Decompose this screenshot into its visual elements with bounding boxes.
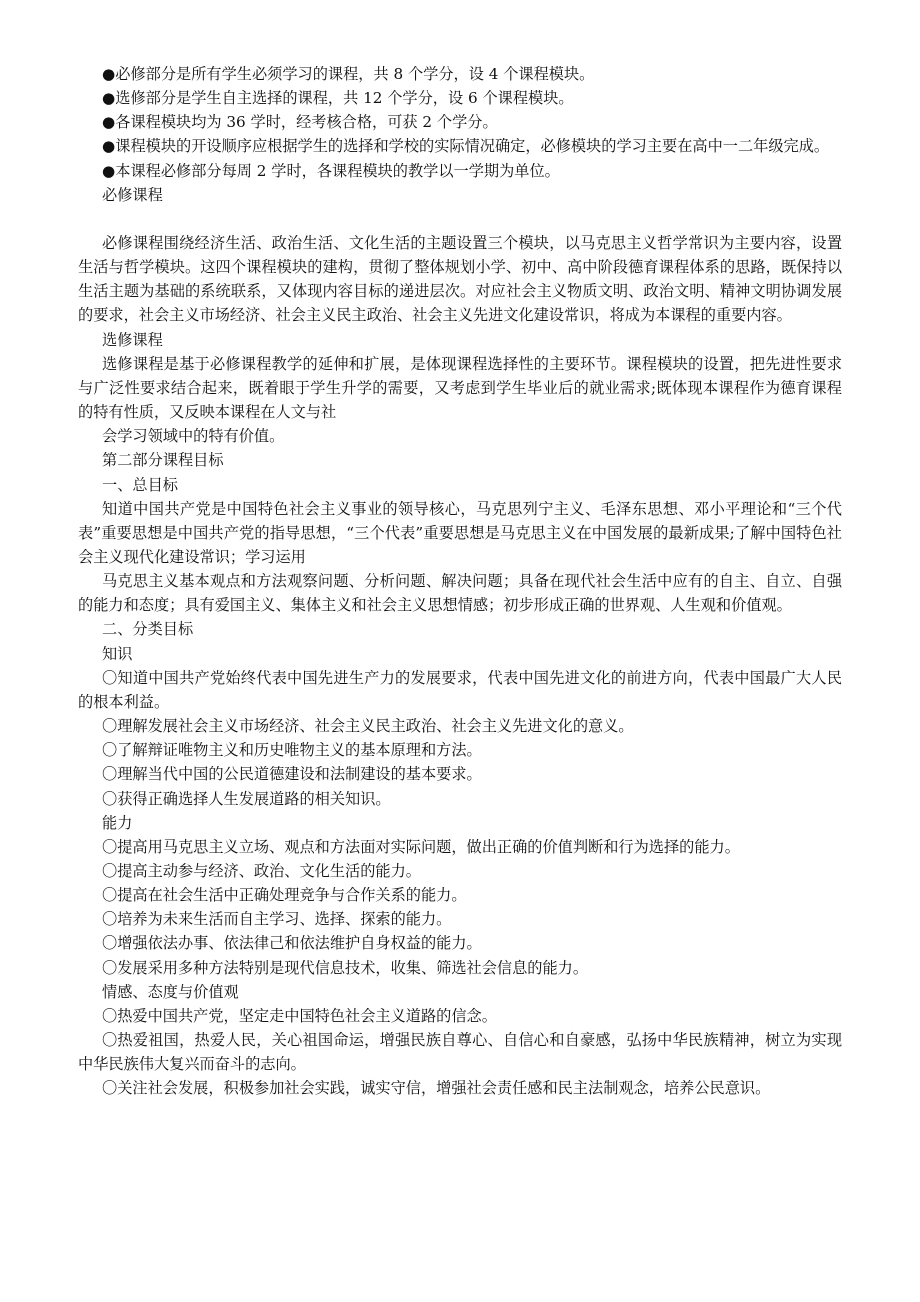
overall-goal-heading: 一、总目标 — [102, 475, 178, 494]
ability-item: 〇培养为未来生活而自主学习、选择、探索的能力。 — [102, 910, 452, 929]
overall-goal-text-2: 马克思主义基本观点和方法观察问题、分析问题、解决问题；具备在现代社会生活中应有的自主、自立、自强的能力和态度；具有爱国主义、集体主义和社会主义思想情感；初步形成正确的世界观、人生观和价值观。 — [78, 572, 842, 615]
required-course-text: 必修课程围绕经济生活、政治生活、文化生活的主题设置三个模块，以马克思主义哲学常识为主要内容，设置生活与哲学模块。这四个课程模块的建构，贯彻了整体规划小学、初中、高中阶段德育课程体系的思路，既保持以生活主题为基础的系统联系，又体现内容目标的递进层次。对应社会主义物质文明、政治文明、精神文明协调发展的要求，社会主义市场经济、社会主义民主政治、社会主义先进文化建设常识，将成为本课程的重要内容。 — [78, 233, 842, 325]
knowledge-heading: 知识 — [102, 644, 133, 663]
bullet-required-credits: ●必修部分是所有学生必须学习的课程，共 8 个学分，设 4 个课程模块。 — [102, 65, 595, 83]
ability-item: 〇增强依法办事、依法律己和依法维护自身权益的能力。 — [102, 934, 482, 953]
ability-item: 〇提高主动参与经济、政治、文化生活的能力。 — [102, 862, 421, 880]
emotion-item: 〇热爱祖国，热爱人民，关心祖国命运，增强民族自尊心、自信心和自豪感，弘扬中华民族精神，树立为实现中华民族伟大复兴而奋斗的志向。 — [78, 1031, 842, 1074]
bullet-weekly-hours: ●本课程必修部分每周 2 学时，各课程模块的教学以一学期为单位。 — [102, 161, 560, 180]
knowledge-item: 〇理解当代中国的公民道德建设和法制建设的基本要求。 — [102, 765, 482, 784]
bullet-module-hours: ●各课程模块均为 36 学时，经考核合格，可获 2 个学分。 — [102, 113, 498, 132]
ability-item: 〇发展采用多种方法特别是现代信息技术，收集、筛选社会信息的能力。 — [102, 958, 588, 977]
elective-course-text-continued: 会学习领域中的特有价值。 — [102, 427, 285, 446]
ability-heading: 能力 — [102, 813, 133, 832]
bullet-module-order: ●课程模块的开设顺序应根据学生的选择和学校的实际情况确定，必修模块的学习主要在高中一二年级完成。 — [102, 137, 830, 156]
knowledge-item: 〇获得正确选择人生发展道路的相关知识。 — [102, 789, 391, 808]
elective-course-text: 选修课程是基于必修课程教学的延伸和扩展，是体现课程选择性的主要环节。课程模块的设置，把先进性要求与广泛性要求结合起来，既着眼于学生升学的需要，又考虑到学生毕业后的就业需求;既体现本课程作为德育课程的特有性质，又反映本课程在人文与社 — [78, 354, 842, 422]
ability-item: 〇提高在社会生活中正确处理竞争与合作关系的能力。 — [102, 886, 467, 905]
ability-item: 〇提高用马克思主义立场、观点和方法面对实际问题，做出正确的价值判断和行为选择的能力。 — [102, 837, 740, 856]
required-course-heading: 必修课程 — [102, 185, 163, 204]
part-two-heading: 第二部分课程目标 — [102, 451, 224, 470]
elective-course-heading: 选修课程 — [102, 330, 163, 349]
emotion-attitude-values-heading: 情感、态度与价值观 — [102, 982, 239, 1001]
overall-goal-text-1: 知道中国共产党是中国特色社会主义事业的领导核心，马克思列宁主义、毛泽东思想、邓小平理论和“三个代表”重要思想是中国共产党的指导思想，“三个代表”重要思想是马克思主义在中国发展的最新成果;了解中国特色社会主义现代化建设常识；学习运用 — [78, 499, 842, 566]
knowledge-item: 〇理解发展社会主义市场经济、社会主义民主政治、社会主义先进文化的意义。 — [102, 717, 634, 736]
category-goal-heading: 二、分类目标 — [102, 620, 194, 639]
document-page — [78, 62, 842, 1101]
knowledge-item: 〇知道中国共产党始终代表中国先进生产力的发展要求，代表中国先进文化的前进方向，代表中国最广大人民的根本利益。 — [78, 668, 842, 711]
knowledge-item: 〇了解辩证唯物主义和历史唯物主义的基本原理和方法。 — [102, 741, 482, 760]
bullet-elective-credits: ●选修部分是学生自主选择的课程，共 12 个学分，设 6 个课程模块。 — [102, 89, 574, 108]
emotion-item: 〇热爱中国共产党，坚定走中国特色社会主义道路的信念。 — [102, 1006, 497, 1025]
emotion-item: 〇关注社会发展，积极参加社会实践，诚实守信，增强社会责任感和民主法制观念，培养公民意识。 — [102, 1079, 771, 1098]
blank-line — [78, 207, 842, 231]
